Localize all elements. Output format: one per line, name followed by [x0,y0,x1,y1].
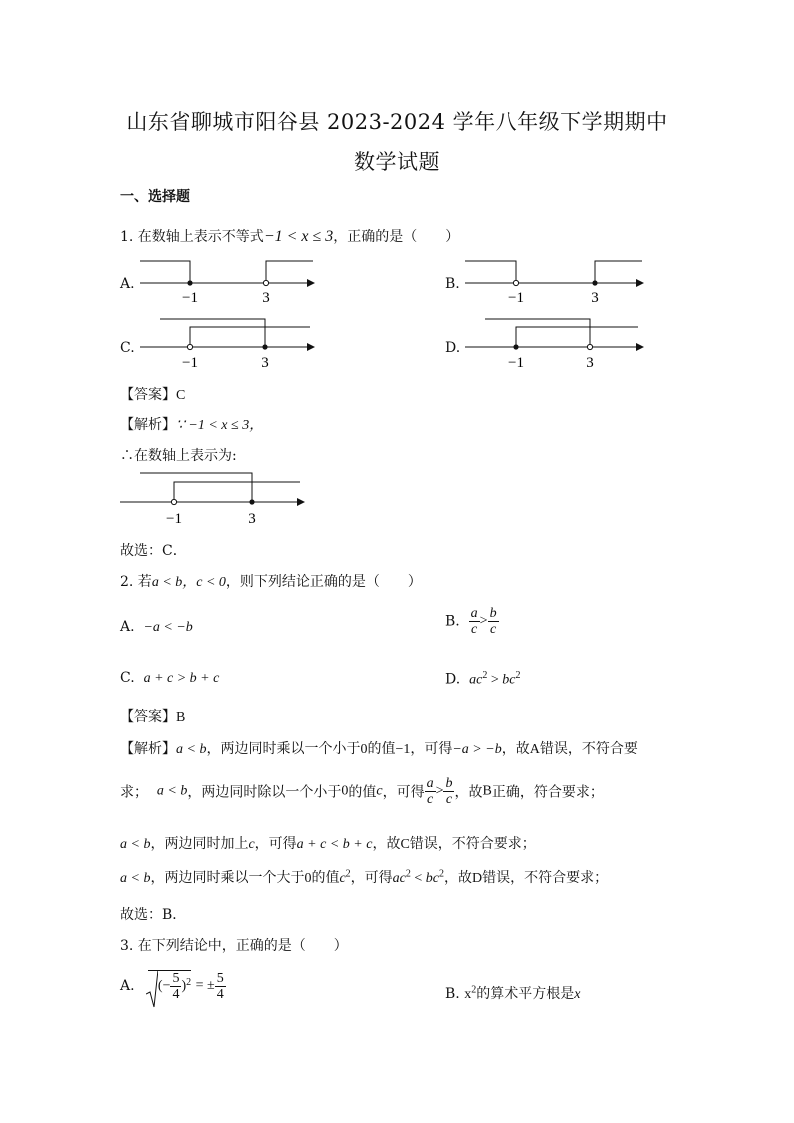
ray-left [485,319,590,347]
expr: −a > −b [452,742,502,757]
number-line-c [135,315,320,370]
answer-label: 【答案】 [120,387,176,403]
ray-left [465,261,516,283]
number-line-a [135,255,320,305]
tick-label-right: 3 [262,290,270,305]
exponent: 2 [186,976,192,988]
option-ref: D [472,871,483,886]
text: ，两边同时加上 [150,836,249,852]
q2-analysis-line-2 [120,776,604,807]
option-label: A. [120,978,135,994]
option-ref: A [529,742,540,757]
expr: ac [392,871,406,886]
tick-label-right: 3 [591,290,599,305]
text: 求； [120,784,148,801]
q1-stem [120,226,459,246]
sqrt-expression [148,970,191,1002]
q2-analysis-line-3 [120,833,536,853]
point-filled [592,280,597,285]
tick-label-left: −1 [166,511,182,527]
option-expr-right: bc [502,672,516,688]
text: 错误，不符合要求； [409,836,536,852]
text: 的值 [367,741,396,757]
answer-value: C [176,388,186,403]
answer-label: 【答案】 [120,709,176,725]
point-filled [249,499,254,504]
q1-option-a-label: A. [120,276,135,292]
q1-option-d-label: D. [445,340,461,356]
variable: x [464,987,472,1002]
axis-arrow [636,279,644,287]
text: ，可得 [350,870,393,886]
option-label: A. [120,619,135,635]
option-expr: −a < −b [143,620,193,635]
tick-label-left: −1 [508,290,524,305]
tick-label-right: 3 [261,355,269,370]
text: ，两边同时乘以一个小于 [206,741,361,757]
text: 的算术平方根是 [476,986,575,1002]
option-label: B. [445,613,460,630]
q3-option-a [120,970,226,1002]
tick-label-right: 3 [586,355,594,370]
variable: c [339,871,346,886]
text: ，可得 [382,784,425,801]
q2-option-a [120,619,193,636]
section-heading: 一、选择题 [120,189,190,205]
exponent: 2 [439,868,445,880]
point-filled [262,344,267,349]
q2-condition: a < b，c < 0 [151,575,226,590]
option-label: B. [445,986,460,1002]
answer-value: B [176,710,186,725]
analysis-label: 【解析】 [120,417,176,433]
axis-arrow [636,343,644,351]
point-open [587,344,592,349]
paren-open: (− [157,978,171,994]
q2-option-d [445,670,520,689]
q2-suffix: ，则下列结论正确的是（ ） [225,574,422,590]
text: 正确，符合要求； [491,784,604,801]
analysis-number-line [115,468,315,528]
text: ，可得 [254,836,297,852]
point-filled [187,280,192,285]
q2-prefix: 2. 若 [120,574,152,590]
ray-left [140,261,190,283]
tick-label-right: 3 [248,511,256,527]
tick-label-left: −1 [182,290,198,305]
q2-analysis-line-1 [120,738,638,758]
point-open [171,499,176,504]
expr: a < b [176,742,207,757]
q2-analysis-line-4 [120,867,608,887]
option-op: > [479,613,488,629]
tick-label-left: −1 [182,355,198,370]
number: 0 [341,783,349,799]
point-open [263,280,268,285]
text: ，两边同时除以一个小于 [187,784,342,801]
exponent: 2 [482,670,488,681]
exponent: 2 [471,984,477,996]
text: ，可得 [410,741,453,757]
option-expr: a + c > b + c [143,671,220,686]
option-ref: C [400,837,410,852]
number-line-b [460,255,650,305]
document-subtitle: 数学试题 [354,150,440,174]
fraction-result: $\frac{5}{4}$ [216,970,224,1002]
q1-conclusion: 故选：C． [120,543,187,559]
q1-inequality: −1 < x ≤ 3 [263,228,334,245]
q3-stem: 3. 在下列结论中，正确的是（ ） [120,938,348,954]
variable: c [248,837,255,852]
paren-close: ) [181,978,187,994]
q2-option-b [445,606,499,637]
q3-option-b [445,983,580,1003]
expr: a < b [120,871,151,886]
expr: a + c < b + c [296,837,373,852]
axis-arrow [307,343,315,351]
ray-left [160,319,265,347]
operator: > [435,783,444,799]
text: 的值 [348,784,377,801]
fraction-left: $\frac{a}{c}$ [470,606,478,637]
q1-option-b-label: B. [445,276,460,292]
option-expr-left: ac [469,672,483,688]
expr: a < b [156,783,188,799]
point-open [187,344,192,349]
expr: a < b [120,837,151,852]
q1-therefore: ∴在数轴上表示为: [120,448,237,464]
number: −1 [395,742,411,757]
fraction: $\frac{5}{4}$ [172,971,180,1002]
tick-label-left: −1 [508,355,524,370]
option-ref: B [482,783,492,799]
number: 0 [304,871,312,886]
ray-right [190,327,310,347]
ray-right [595,261,642,283]
q1-prefix: 1. 在数轴上表示不等式 [120,229,264,245]
q1-suffix: ，正确的是（ ） [333,229,460,245]
point-open [513,280,518,285]
variable: x [574,987,581,1002]
operator: < [410,871,426,886]
text: 的值 [311,870,340,886]
variable: c [376,783,383,799]
ray-left [140,473,252,502]
analysis-label: 【解析】 [120,741,176,757]
ray-right [516,327,638,347]
exponent: 2 [345,868,351,880]
analysis-expr: ∵ −1 < x ≤ 3， [176,418,264,433]
text: ，故 [454,784,483,801]
operator: = ± [195,978,215,993]
fraction-right: $\frac{b}{c}$ [489,606,497,637]
fraction-left: $\frac{a}{c}$ [426,776,434,807]
q2-conclusion: 故选：B． [120,907,187,923]
point-filled [513,344,518,349]
text: ，故 [444,870,473,886]
text: ，两边同时乘以一个大于 [150,870,305,886]
fraction-right: $\frac{b}{c}$ [445,776,453,807]
q1-answer [120,384,185,404]
axis-arrow [307,279,315,287]
q2-option-c [120,670,219,687]
text: ，故 [372,836,401,852]
document-title: 山东省聊城市阳谷县 2023-2024 学年八年级下学期期中 [126,110,668,134]
ray-right [266,261,313,283]
q2-answer [120,706,185,726]
expr: bc [425,871,440,886]
q1-option-c-label: C. [120,340,135,356]
exponent: 2 [515,670,521,681]
exponent: 2 [405,868,411,880]
text: 错误，不符合要求； [482,870,609,886]
option-op: > [487,672,503,688]
number-line-d [460,315,650,370]
text: 错误，不符合要 [539,741,638,757]
option-label: D. [445,671,461,688]
q2-stem [120,571,422,591]
axis-arrow [297,498,305,506]
ray-right [174,482,300,502]
text: ，故 [501,741,530,757]
option-label: C. [120,670,135,686]
number: 0 [360,742,368,757]
q1-analysis [120,414,263,434]
radical-sign-icon [146,970,158,1008]
